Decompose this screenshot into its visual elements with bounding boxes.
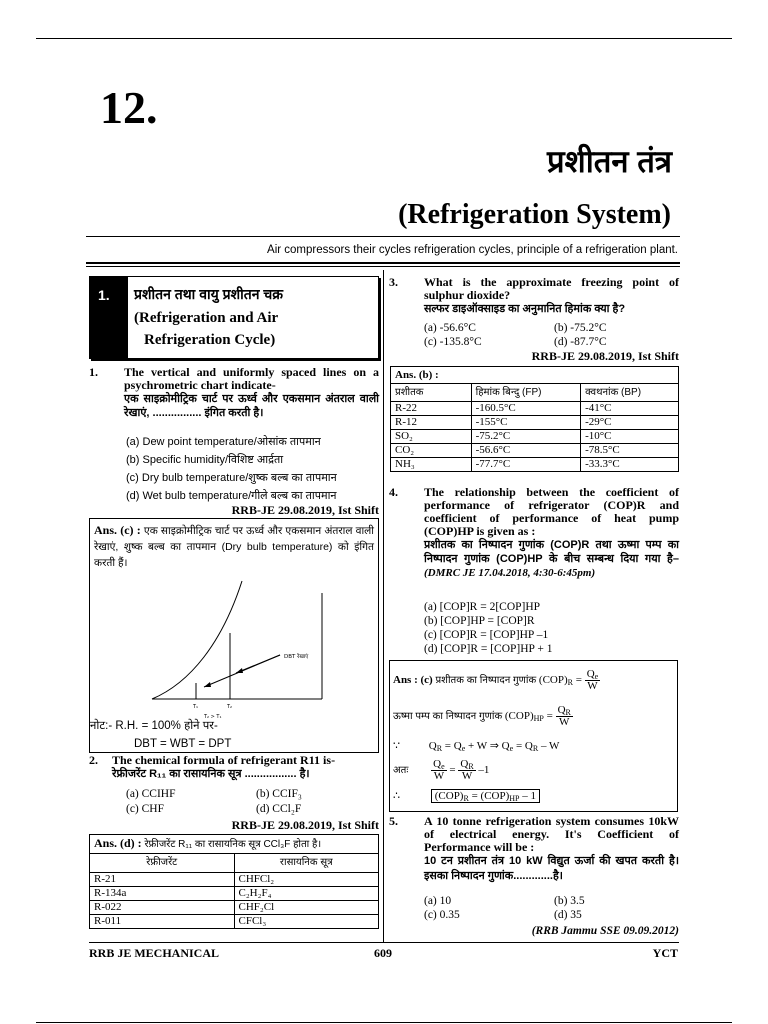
q4-answer-line-1: Ans : (c) प्रशीतक का निष्पादन गुणांक $(COP)_R$ = $\frac{Q_e}{W}$ <box>393 668 599 692</box>
q3-cell: NH₃ <box>391 458 472 472</box>
q2-answer-text: रेफ्रीजरेंट R₁₁ का रासायनिक सूत्र CCl₃F होता है। <box>144 839 322 850</box>
q1-answer <box>94 522 374 571</box>
q4-answer-text-1: प्रशीतक का निष्पादन गुणांक <box>435 675 537 687</box>
q5-option-d: (d) 35 <box>554 909 582 921</box>
q2-header-refrigerant: रेफ्रीजरेंट <box>90 854 235 873</box>
q4-result-box: $(COP)_R = (COP)_{HP} - 1$ <box>431 789 540 803</box>
q3-header-bp: क्वथनांक (BP) <box>581 384 679 402</box>
q1-answer-box <box>89 518 379 753</box>
footer-publisher: YCT <box>652 946 678 960</box>
q2-table-header <box>90 854 379 873</box>
q4-option-c: (c) [COP]R = [COP]HP –1 <box>424 629 549 641</box>
q5-option-c: (c) 0.35 <box>424 909 460 921</box>
q3-cell: -155°C <box>471 416 580 430</box>
q5-text-en: A 10 tonne refrigeration system consumes 10kW of electrical energy. It's Coefficient of Performance will be : <box>424 814 679 854</box>
q3-cell: R-12 <box>391 416 472 430</box>
section-title-english-1: (Refrigeration and Air <box>134 310 279 326</box>
q1-text-hi: एक साइक्रोमीट्रिक चार्ट पर ऊर्ध्व और एकसमान अंतराल वाली रेखाएं, ................ इंगित करती है। <box>124 393 379 419</box>
table-row <box>391 430 679 444</box>
therefore-symbol: ∴ <box>393 790 400 802</box>
q3-cell: -10°C <box>581 430 679 444</box>
table-row <box>391 416 679 430</box>
table-row <box>90 873 379 887</box>
q2-cell: R-21 <box>90 873 235 887</box>
q3-source: RRB-JE 29.08.2019, Ist Shift <box>531 349 679 363</box>
q3-cell: CO₂ <box>391 444 472 458</box>
table-row <box>391 458 679 472</box>
q2-option-c: (c) CHF <box>126 803 165 815</box>
q3-text-en: What is the approximate freezing point of sulphur dioxide? <box>424 275 679 302</box>
q4-answer-text-2: ऊष्मा पम्प का निष्पादन गुणांक <box>393 711 503 723</box>
q1-option-a: (a) Dew point temperature/ओसांक तापमान <box>126 436 321 448</box>
q3-option-d: (d) -87.7°C <box>554 336 607 348</box>
q1-note-1: नोट:- R.H. = 100% होने पर- <box>90 720 218 732</box>
q4-text-hi: प्रशीतक का निष्पादन गुणांक (COP)R तथा ऊष्मा पम्प का निष्पादन गुणांक (COP)HP के बीच सम्बन्ध दिया गया है– <box>424 539 679 565</box>
footer-book-title: RRB JE MECHANICAL <box>89 946 220 960</box>
q1-text-en: The vertical and uniformly spaced lines on a psychrometric chart indicate- <box>124 365 379 392</box>
column-divider <box>383 270 384 942</box>
arrow-head-2 <box>236 668 243 673</box>
q3-table-header <box>391 384 679 402</box>
footer-rule <box>89 942 679 943</box>
footer-page-number: 609 <box>374 946 392 960</box>
dbt-arrow-2 <box>236 655 280 673</box>
q2-cell: R-022 <box>90 901 235 915</box>
q3-header-refrigerant: प्रशीतक <box>391 384 472 402</box>
q1-option-b: (b) Specific humidity/विशिष्ट आर्द्रता <box>126 454 284 466</box>
q3-option-c: (c) -135.8°C <box>424 336 482 348</box>
q3-cell: -78.5°C <box>581 444 679 458</box>
q1-note-2: DBT = WBT = DPT <box>134 738 232 750</box>
q4-options <box>424 600 553 656</box>
q3-question <box>424 276 679 316</box>
q2-cell: CHFCl₂ <box>234 873 379 887</box>
q3-answer-label: Ans. (b) : <box>391 367 679 384</box>
q2-cell: R-011 <box>90 915 235 929</box>
q3-text-hi: सल्फर डाइऑक्साइड का अनुमानित हिमांक क्या है? <box>424 303 626 315</box>
syllabus-rule-1 <box>86 262 680 264</box>
arrow-head-1 <box>204 682 211 687</box>
because-symbol: ∵ <box>393 740 400 752</box>
q2-option-a: (a) CCIHF <box>126 788 176 800</box>
chapter-title-english: (Refrigeration System) <box>398 199 671 230</box>
header-rule <box>86 236 680 237</box>
q3-cell: -33.3°C <box>581 458 679 472</box>
q2-cell: R-134a <box>90 887 235 901</box>
q3-number: 3. <box>389 275 398 289</box>
q1-option-d: (d) Wet bulb temperature/गीले बल्ब का तापमान <box>126 490 337 502</box>
t-compare-label: T₂ > T₁ <box>204 714 222 720</box>
q2-header-formula: रासायनिक सूत्र <box>234 854 379 873</box>
q2-cell: CHF₂Cl <box>234 901 379 915</box>
syllabus-rule-2 <box>86 266 680 267</box>
q3-cell: -41°C <box>581 402 679 416</box>
table-row <box>391 444 679 458</box>
q4-source: (DMRC JE 17.04.2018, 4:30-6:45pm) <box>424 567 596 579</box>
q3-cell: -56.6°C <box>471 444 580 458</box>
chapter-number: 12. <box>100 82 158 133</box>
q2-cell: CFCl₃ <box>234 915 379 929</box>
q5-option-a: (a) 10 <box>424 895 452 907</box>
q5-number: 5. <box>389 814 398 828</box>
q2-answer-row <box>90 835 379 854</box>
q2-answer-label: Ans. (d) : <box>94 836 142 850</box>
q1-options <box>126 433 337 505</box>
chapter-syllabus: Air compressors their cycles refrigeration cycles, principle of a refrigeration plant. <box>267 244 678 256</box>
q3-cell: SO₂ <box>391 430 472 444</box>
q5-question <box>424 815 679 884</box>
q3-cell: R-22 <box>391 402 472 416</box>
chapter-title-hindi: प्रशीतन तंत्र <box>546 144 672 179</box>
q4-option-a: (a) [COP]R = 2[COP]HP <box>424 601 541 613</box>
q5-text-hi: 10 टन प्रशीतन तंत्र 10 kW विद्युत ऊर्जा की खपत करती है। इसका निष्पादन गुणांक.............है। <box>424 855 679 882</box>
q2-text-hi: रेफ्रीजरेंट R₁₁ का रासायनिक सूत्र ................. है। <box>112 768 310 780</box>
t1-label: T₁ <box>193 704 199 710</box>
q2-cell: C₂H₂F₄ <box>234 887 379 901</box>
q4-answer-line-3: ∵ $Q_R = Q_e + W$ ⇒ $Q_e = Q_R - W$ <box>393 740 560 753</box>
section-heading-box <box>89 276 379 359</box>
q2-number: 2. <box>89 753 98 767</box>
q3-option-a: (a) -56.6°C <box>424 322 476 334</box>
cop-hp-fraction: $\frac{Q_R}{W}$ <box>557 704 571 728</box>
q1-answer-text: एक साइक्रोमीट्रिक चार्ट पर ऊर्ध्व और एकसमान अंतराल वाली रेखाएं, शुष्क बल्ब का तापमान (Dry bulb temperature) को इंगित करती हैं। <box>94 525 375 569</box>
q2-option-d: (d) CCl₂F <box>256 803 302 815</box>
q3-cell: -77.7°C <box>471 458 580 472</box>
qe-over-w-fraction: $\frac{Q_e}{W}$ <box>433 758 445 782</box>
q4-option-d: (d) [COP]R = [COP]HP + 1 <box>424 643 553 655</box>
hence-word: अतः <box>393 765 409 777</box>
q3-answer-row <box>391 367 679 384</box>
top-rule <box>36 38 732 39</box>
q4-question <box>424 486 679 580</box>
q1-answer-label: Ans. (c) : <box>94 523 141 537</box>
saturation-curve <box>152 581 242 699</box>
t2-label: T₂ <box>227 704 233 710</box>
q3-header-fp: हिमांक बिन्दु (FP) <box>471 384 580 402</box>
table-row <box>90 915 379 929</box>
q4-answer-line-4: अतः $\frac{Q_e}{W}$ = $\frac{Q_R}{W}$ –1 <box>393 758 490 782</box>
q2-option-b: (b) CCIF₃ <box>256 788 302 800</box>
q5-source: (RRB Jammu SSE 09.09.2012) <box>531 925 679 937</box>
psychrometric-chart-figure <box>130 571 350 723</box>
q3-answer-table <box>390 366 679 472</box>
q4-answer-line-5 <box>393 789 540 802</box>
q4-answer-line-2: ऊष्मा पम्प का निष्पादन गुणांक $(COP)_{HP}$ = $\frac{Q_R}{W}$ <box>393 704 571 728</box>
section-number: 1. <box>98 287 110 303</box>
section-title-english-2: Refrigeration Cycle) <box>144 332 276 348</box>
qr-over-w-fraction: $\frac{Q_R}{W}$ <box>460 758 474 782</box>
q2-text-en: The chemical formula of refrigerant R11 is- <box>112 753 336 767</box>
q1-question <box>124 366 379 420</box>
q2-question <box>112 754 380 781</box>
table-row <box>90 887 379 901</box>
q4-number: 4. <box>389 485 398 499</box>
q3-cell: -29°C <box>581 416 679 430</box>
q4-answer-label: Ans : (c) <box>393 674 433 687</box>
q4-option-b: (b) [COP]HP = [COP]R <box>424 615 535 627</box>
bottom-rule <box>36 1022 732 1023</box>
q4-text-en: The relationship between the coefficient of performance of refrigerator (COP)R and coefficient of performance of heat pump (COP)HP is given as : <box>424 485 679 538</box>
section-title-hindi: प्रशीतन तथा वायु प्रशीतन चक्र <box>134 286 284 302</box>
q4-answer-box <box>389 660 678 812</box>
q1-option-c: (c) Dry bulb temperature/शुष्क बल्ब का तापमान <box>126 472 337 484</box>
q1-number: 1. <box>89 365 98 379</box>
table-row <box>90 901 379 915</box>
q2-answer-table <box>89 834 379 929</box>
q3-option-b: (b) -75.2°C <box>554 322 607 334</box>
dbt-lines-label: DBT रेखाएं <box>284 654 309 660</box>
q5-option-b: (b) 3.5 <box>554 895 585 907</box>
q2-source: RRB-JE 29.08.2019, Ist Shift <box>231 818 379 832</box>
q3-cell: -160.5°C <box>471 402 580 416</box>
cop-r-fraction: $\frac{Q_e}{W}$ <box>586 668 599 692</box>
q1-source: RRB-JE 29.08.2019, Ist Shift <box>231 503 379 517</box>
table-row <box>391 402 679 416</box>
q3-cell: -75.2°C <box>471 430 580 444</box>
